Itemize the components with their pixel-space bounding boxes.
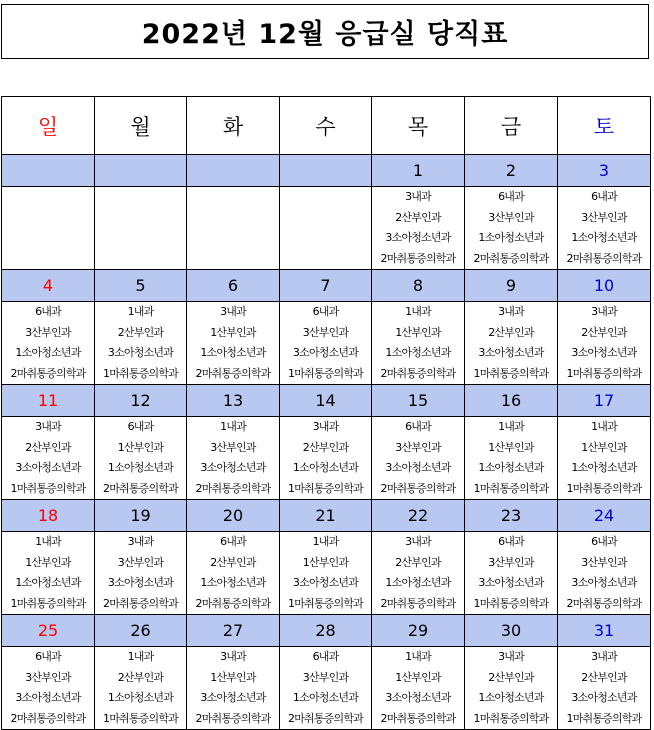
date-cell: 18 (2, 500, 95, 532)
duty-entry: 1산부인과 (395, 670, 441, 684)
duty-entry: 2마취통증의학과 (103, 481, 178, 495)
duty-entry: 2마취통증의학과 (103, 596, 178, 610)
duty-entry: 1내과 (405, 650, 431, 663)
date-cell: 29 (372, 615, 465, 647)
duty-cell (558, 532, 651, 615)
duty-entry: 1산부인과 (25, 555, 71, 569)
duty-entry: 1마취통증의학과 (103, 711, 178, 725)
duty-entry: 1산부인과 (117, 440, 164, 454)
duty-calendar-table (1, 96, 651, 730)
duty-cell (95, 187, 187, 270)
duty-entry: 3소아청소년과 (107, 346, 174, 359)
duty-entry: 1마취통증의학과 (473, 366, 549, 380)
date-cell (280, 155, 372, 187)
date-cell: 22 (372, 500, 465, 532)
duty-entry: 2산부인과 (302, 440, 349, 454)
duty-entry: 2마취통증의학과 (288, 711, 363, 725)
duty-entry: 1산부인과 (302, 555, 349, 569)
duty-entry: 1마취통증의학과 (473, 711, 549, 725)
duty-entry: 1산부인과 (210, 670, 256, 684)
duty-entry: 1마취통증의학과 (566, 481, 642, 495)
duty-entry: 2마취통증의학과 (380, 251, 456, 265)
duty-entry: 3산부인과 (581, 555, 627, 569)
duty-entry: 2마취통증의학과 (195, 481, 271, 495)
duty-entry: 1마취통증의학과 (566, 366, 642, 380)
duty-entry: 3소아청소년과 (107, 576, 174, 589)
duty-entry: 1소아청소년과 (107, 691, 174, 704)
duty-entry: 3소아청소년과 (571, 576, 637, 589)
duty-entry: 1내과 (591, 420, 617, 433)
date-row (2, 155, 651, 187)
date-cell: 1 (372, 155, 465, 187)
duty-entry: 3내과 (220, 305, 246, 318)
duty-entry: 1마취통증의학과 (473, 596, 549, 610)
duty-entry: 1마취통증의학과 (10, 596, 86, 610)
duty-row (2, 187, 651, 270)
duty-entry: 3소아청소년과 (385, 231, 451, 244)
duty-entry: 2마취통증의학과 (380, 481, 456, 495)
date-cell (187, 155, 280, 187)
title-box (1, 4, 649, 59)
duty-cell (187, 532, 280, 615)
duty-entry: 1마취통증의학과 (103, 366, 178, 380)
duty-cell (2, 187, 95, 270)
duty-entry: 1소아청소년과 (107, 461, 174, 474)
duty-cell (280, 647, 372, 730)
date-cell: 8 (372, 270, 465, 302)
duty-cell (372, 647, 465, 730)
date-cell: 28 (280, 615, 372, 647)
duty-entry: 3산부인과 (210, 440, 256, 454)
duty-cell (465, 647, 558, 730)
duty-entry: 1소아청소년과 (292, 461, 359, 474)
date-cell (2, 155, 95, 187)
duty-entry: 3소아청소년과 (200, 691, 266, 704)
duty-entry: 2마취통증의학과 (195, 366, 271, 380)
weekday-sat: 토 (558, 97, 651, 155)
duty-entry: 3소아청소년과 (200, 461, 266, 474)
duty-entry: 2마취통증의학과 (380, 596, 456, 610)
duty-cell (187, 417, 280, 500)
duty-cell (558, 187, 651, 270)
duty-entry: 3산부인과 (488, 555, 534, 569)
duty-entry: 3소아청소년과 (385, 461, 451, 474)
duty-entry: 1산부인과 (210, 325, 256, 339)
duty-entry: 1마취통증의학과 (10, 481, 86, 495)
date-cell: 12 (95, 385, 187, 417)
duty-cell (95, 647, 187, 730)
duty-entry: 1마취통증의학과 (288, 596, 363, 610)
duty-entry: 6내과 (312, 305, 339, 318)
duty-entry: 1소아청소년과 (292, 691, 359, 704)
duty-cell (2, 302, 95, 385)
date-cell: 3 (558, 155, 651, 187)
duty-entry: 3산부인과 (25, 325, 71, 339)
duty-entry: 1내과 (127, 305, 154, 318)
duty-entry: 3내과 (220, 650, 246, 663)
date-row (2, 615, 651, 647)
duty-entry: 1소아청소년과 (15, 346, 81, 359)
duty-cell (465, 187, 558, 270)
weekday-wed: 수 (280, 97, 372, 155)
duty-entry: 3소아청소년과 (478, 576, 544, 589)
date-cell: 11 (2, 385, 95, 417)
duty-entry: 2산부인과 (210, 555, 256, 569)
weekday-header-row (2, 97, 651, 155)
duty-entry: 1내과 (35, 535, 61, 548)
duty-entry: 6내과 (498, 190, 524, 203)
duty-entry: 3산부인과 (25, 670, 71, 684)
duty-entry: 2마취통증의학과 (10, 711, 86, 725)
duty-entry: 2마취통증의학과 (473, 251, 549, 265)
duty-entry: 3내과 (591, 650, 617, 663)
duty-cell (465, 302, 558, 385)
date-cell: 23 (465, 500, 558, 532)
date-cell: 27 (187, 615, 280, 647)
duty-entry: 3내과 (127, 535, 154, 548)
duty-entry: 2마취통증의학과 (566, 596, 642, 610)
duty-entry: 1소아청소년과 (478, 231, 544, 244)
duty-cell (372, 417, 465, 500)
duty-cell (558, 302, 651, 385)
duty-entry: 1내과 (312, 535, 339, 548)
duty-cell (280, 532, 372, 615)
date-cell: 17 (558, 385, 651, 417)
duty-entry: 1소아청소년과 (478, 691, 544, 704)
duty-entry: 1내과 (405, 305, 431, 318)
duty-entry: 1마취통증의학과 (566, 711, 642, 725)
date-cell: 21 (280, 500, 372, 532)
duty-entry: 3내과 (405, 190, 431, 203)
duty-entry: 6내과 (591, 535, 617, 548)
duty-entry: 3내과 (35, 420, 61, 433)
duty-cell (280, 302, 372, 385)
page-title: 2022년 12월 응급실 당직표 (141, 19, 509, 50)
duty-entry: 3소아청소년과 (385, 691, 451, 704)
duty-entry: 6내과 (35, 305, 61, 318)
duty-entry: 3소아청소년과 (292, 346, 359, 359)
duty-cell (2, 532, 95, 615)
date-row (2, 270, 651, 302)
weekday-thu: 목 (372, 97, 465, 155)
date-cell: 2 (465, 155, 558, 187)
duty-cell (372, 302, 465, 385)
duty-entry: 3내과 (498, 650, 524, 663)
duty-entry: 3산부인과 (302, 325, 349, 339)
date-cell: 14 (280, 385, 372, 417)
duty-cell (187, 302, 280, 385)
duty-entry: 2산부인과 (395, 210, 441, 224)
duty-entry: 2산부인과 (117, 670, 164, 684)
date-cell: 31 (558, 615, 651, 647)
duty-row (2, 647, 651, 730)
date-cell: 5 (95, 270, 187, 302)
duty-entry: 1소아청소년과 (200, 346, 266, 359)
duty-row (2, 302, 651, 385)
duty-cell (2, 647, 95, 730)
duty-entry: 2산부인과 (25, 440, 71, 454)
duty-cell (558, 417, 651, 500)
duty-entry: 2마취통증의학과 (195, 596, 271, 610)
duty-entry: 1산부인과 (395, 325, 441, 339)
duty-entry: 2산부인과 (395, 555, 441, 569)
duty-cell (280, 417, 372, 500)
date-cell: 25 (2, 615, 95, 647)
date-cell: 19 (95, 500, 187, 532)
duty-entry: 2산부인과 (488, 670, 534, 684)
duty-entry: 3내과 (312, 420, 339, 433)
duty-entry: 1마취통증의학과 (288, 366, 363, 380)
date-cell (95, 155, 187, 187)
duty-entry: 3소아청소년과 (478, 346, 544, 359)
duty-entry: 6내과 (35, 650, 61, 663)
duty-entry: 6내과 (591, 190, 617, 203)
duty-entry: 1소아청소년과 (571, 461, 637, 474)
duty-cell (465, 532, 558, 615)
duty-entry: 3소아청소년과 (292, 576, 359, 589)
duty-entry: 2마취통증의학과 (195, 711, 271, 725)
duty-entry: 2산부인과 (117, 325, 164, 339)
duty-entry: 1마취통증의학과 (473, 481, 549, 495)
date-cell: 4 (2, 270, 95, 302)
duty-entry: 3소아청소년과 (571, 691, 637, 704)
duty-entry: 3소아청소년과 (571, 346, 637, 359)
duty-cell (2, 417, 95, 500)
duty-entry: 1산부인과 (581, 440, 627, 454)
date-cell: 7 (280, 270, 372, 302)
duty-entry: 3산부인과 (302, 670, 349, 684)
duty-cell (95, 302, 187, 385)
duty-entry: 1소아청소년과 (385, 346, 451, 359)
duty-entry: 3산부인과 (581, 210, 627, 224)
duty-entry: 1내과 (127, 650, 154, 663)
date-cell: 15 (372, 385, 465, 417)
date-cell: 10 (558, 270, 651, 302)
duty-cell (187, 187, 280, 270)
duty-entry: 2마취통증의학과 (380, 366, 456, 380)
duty-entry: 1소아청소년과 (571, 231, 637, 244)
date-cell: 13 (187, 385, 280, 417)
duty-entry: 2산부인과 (581, 325, 627, 339)
duty-entry: 3산부인과 (117, 555, 164, 569)
duty-entry: 1내과 (220, 420, 246, 433)
duty-entry: 1산부인과 (488, 440, 534, 454)
duty-entry: 1소아청소년과 (478, 461, 544, 474)
duty-entry: 3소아청소년과 (15, 691, 81, 704)
duty-entry: 1소아청소년과 (200, 576, 266, 589)
date-cell: 26 (95, 615, 187, 647)
duty-cell (187, 647, 280, 730)
weekday-mon: 월 (95, 97, 187, 155)
date-cell: 24 (558, 500, 651, 532)
duty-cell (372, 187, 465, 270)
duty-entry: 2마취통증의학과 (566, 251, 642, 265)
duty-cell (558, 647, 651, 730)
duty-entry: 2마취통증의학과 (380, 711, 456, 725)
duty-cell (465, 417, 558, 500)
date-cell: 20 (187, 500, 280, 532)
duty-entry: 3내과 (498, 305, 524, 318)
duty-entry: 1소아청소년과 (15, 576, 81, 589)
duty-entry: 3내과 (405, 535, 431, 548)
duty-entry: 2산부인과 (488, 325, 534, 339)
duty-entry: 6내과 (220, 535, 246, 548)
duty-entry: 3산부인과 (488, 210, 534, 224)
date-cell: 9 (465, 270, 558, 302)
duty-entry: 3소아청소년과 (15, 461, 81, 474)
date-cell: 6 (187, 270, 280, 302)
duty-entry: 1내과 (498, 420, 524, 433)
date-cell: 16 (465, 385, 558, 417)
duty-entry: 3내과 (591, 305, 617, 318)
date-row (2, 385, 651, 417)
duty-cell (372, 532, 465, 615)
duty-entry: 1마취통증의학과 (288, 481, 363, 495)
date-cell: 30 (465, 615, 558, 647)
duty-row (2, 532, 651, 615)
duty-entry: 3산부인과 (395, 440, 441, 454)
duty-entry: 6내과 (498, 535, 524, 548)
weekday-sun: 일 (2, 97, 95, 155)
duty-entry: 6내과 (127, 420, 154, 433)
duty-entry: 6내과 (312, 650, 339, 663)
weekday-fri: 금 (465, 97, 558, 155)
date-row (2, 500, 651, 532)
weekday-tue: 화 (187, 97, 280, 155)
duty-entry: 1소아청소년과 (385, 576, 451, 589)
duty-cell (95, 532, 187, 615)
duty-cell (280, 187, 372, 270)
duty-entry: 2산부인과 (581, 670, 627, 684)
duty-entry: 6내과 (405, 420, 431, 433)
duty-entry: 2마취통증의학과 (10, 366, 86, 380)
duty-row (2, 417, 651, 500)
duty-cell (95, 417, 187, 500)
